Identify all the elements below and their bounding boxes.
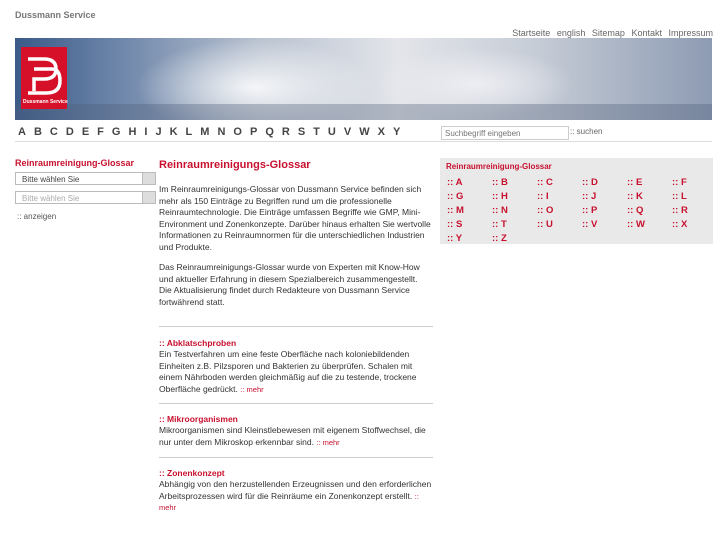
glossary-letter-link[interactable]: :: Q <box>627 205 644 216</box>
dropdown-arrow-icon <box>142 192 155 203</box>
nav-impressum[interactable]: Impressum <box>668 28 713 38</box>
glossary-letter-link[interactable]: :: P <box>582 205 598 216</box>
alphabet-letter[interactable]: H <box>128 126 137 138</box>
glossary-index-title: Reinraumreinigung-Glossar <box>446 162 552 171</box>
alphabet-letter[interactable]: G <box>111 126 121 138</box>
glossary-letter-link[interactable]: :: I <box>537 191 549 202</box>
entry-text <box>159 425 435 448</box>
alphabet-letter[interactable]: S <box>297 126 306 138</box>
info-text-2: Die Aktualisierung findet durch Redakteure von Dussmann Service fortwährend statt. <box>159 285 410 307</box>
alphabet-letter[interactable]: C <box>49 126 58 138</box>
more-link[interactable]: :: mehr <box>240 384 264 394</box>
divider <box>15 141 712 142</box>
glossary-letter-link[interactable]: :: H <box>492 191 508 202</box>
show-button[interactable]: :: anzeigen <box>17 212 57 221</box>
glossary-letter-link[interactable]: :: F <box>672 177 687 188</box>
glossary-letter-link[interactable]: :: L <box>672 191 687 202</box>
alphabet-letter[interactable]: D <box>65 126 74 138</box>
header-banner <box>15 38 712 120</box>
alphabet-letter[interactable]: L <box>185 126 193 138</box>
alphabet-letter[interactable]: K <box>169 126 178 138</box>
alphabet-letter[interactable]: P <box>249 126 258 138</box>
nav-english[interactable]: english <box>556 28 586 38</box>
divider <box>159 457 433 458</box>
entry-title-abklatschproben[interactable]: :: Abklatschproben <box>159 338 237 348</box>
alphabet-letter[interactable]: I <box>144 126 148 138</box>
glossary-letter-link[interactable]: :: R <box>672 205 688 216</box>
alphabet-letter[interactable]: X <box>377 126 385 138</box>
glossary-letter-link[interactable]: :: J <box>582 191 597 202</box>
glossary-letter-link[interactable]: :: D <box>582 177 598 188</box>
intro-paragraph: Im Reinraumreinigungs-Glossar von Dussmann Service befinden sich mehr als 150 Einträge zu Begriffen rund um die professionelle Reinraumtechnologie. Die Einträge umfassen Begriffe wie GMP, Mini-Environment und Zonenkonzepte. Darüber hinaus erhalten Sie wertvolle Informationen zu Reinraumnormen für die unterschiedlichen Industrien und Produkte. <box>159 184 431 252</box>
entry-title-mikroorganismen[interactable]: :: Mikroorganismen <box>159 414 238 424</box>
search-input[interactable] <box>441 126 569 140</box>
glossary-letter-link[interactable]: :: M <box>447 205 464 216</box>
alphabet-letter[interactable]: E <box>81 126 90 138</box>
glossary-letter-link[interactable]: :: A <box>447 177 463 188</box>
glossary-letter-link[interactable]: :: N <box>492 205 508 216</box>
alphabet-letter[interactable]: A <box>18 126 26 138</box>
select-value: Bitte wählen Sie <box>22 175 80 184</box>
glossary-letter-link[interactable]: :: W <box>627 219 645 230</box>
site-title: Dussmann Service <box>15 10 96 20</box>
logo-text: Dussmann Service <box>23 99 68 105</box>
entry-description: Mikroorganismen sind Kleinstlebewesen mit eigenem Stoffwechsel, die nur unter dem Mikroskop erkennbar sind. <box>159 425 426 447</box>
alphabet-letter[interactable]: R <box>281 126 290 138</box>
glossary-letter-link[interactable]: :: B <box>492 177 508 188</box>
alphabet-letter[interactable]: J <box>155 126 162 138</box>
divider <box>159 403 433 404</box>
entry-description: Abhängig von den herzustellenden Erzeugnissen und den erforderlichen Arbeitsprozessen wird für die Reinräume ein Zonenkonzept erstellt. <box>159 479 432 501</box>
alphabet-letter[interactable]: Q <box>265 126 274 138</box>
left-glossary-title: Reinraumreinigung-Glossar <box>15 158 135 168</box>
glossary-letter-link[interactable]: :: O <box>537 205 554 216</box>
term-select-primary[interactable] <box>15 172 156 185</box>
info-text-1: Das Reinraumreinigungs-Glossar wurde von Experten mit Know-How und aktueller Erfahrung in diesem Spezialbereich zusammengestellt. <box>159 262 420 284</box>
alphabet-letter[interactable]: W <box>359 126 370 138</box>
divider <box>159 326 433 327</box>
entry-text <box>159 349 435 395</box>
glossary-letter-link[interactable]: :: Z <box>492 233 507 244</box>
glossary-letter-link[interactable]: :: E <box>627 177 643 188</box>
top-navigation <box>508 28 713 38</box>
select-value: Bitte wählen Sie <box>22 194 80 203</box>
page-title: Reinraumreinigungs-Glossar <box>159 159 311 171</box>
alphabet-letter[interactable]: V <box>343 126 352 138</box>
alphabet-letter[interactable]: B <box>33 126 42 138</box>
more-link[interactable]: :: mehr <box>159 491 419 512</box>
glossary-letter-link[interactable]: :: S <box>447 219 463 230</box>
nav-sitemap[interactable]: Sitemap <box>591 28 625 38</box>
glossary-letter-link[interactable]: :: K <box>627 191 643 202</box>
entry-text <box>159 479 435 514</box>
search-button[interactable]: :: suchen <box>570 127 603 136</box>
company-logo[interactable] <box>21 47 67 109</box>
alphabet-letter[interactable]: N <box>217 126 226 138</box>
glossary-letter-link[interactable]: :: G <box>447 191 464 202</box>
nav-kontakt[interactable]: Kontakt <box>631 28 662 38</box>
term-select-secondary[interactable] <box>15 191 156 204</box>
glossary-letter-link[interactable]: :: X <box>672 219 688 230</box>
alphabet-letter[interactable]: O <box>233 126 242 138</box>
nav-startseite[interactable]: Startseite <box>512 28 551 38</box>
alphabet-letter[interactable]: T <box>313 126 320 138</box>
glossary-letter-link[interactable]: :: U <box>537 219 553 230</box>
logo-mark-icon <box>26 55 62 95</box>
more-link[interactable]: :: mehr <box>316 437 340 447</box>
alphabet-nav <box>18 126 408 138</box>
glossary-letter-link[interactable]: :: V <box>582 219 598 230</box>
alphabet-letter[interactable]: F <box>97 126 104 138</box>
entry-description: Ein Testverfahren um eine feste Oberfläche nach koloniebildenden Einheiten z.B. Pilzsporen und Bakterien zu überprüfen. Schalen mit einem Nährboden werden gleichmäßig auf die zu testende, trockene Oberfläche gedrückt. <box>159 349 417 394</box>
entry-title-zonenkonzept[interactable]: :: Zonenkonzept <box>159 468 225 478</box>
letter-grid <box>447 176 717 245</box>
glossary-letter-link[interactable]: :: T <box>492 219 507 230</box>
glossary-index-box <box>440 158 713 244</box>
alphabet-letter[interactable]: M <box>200 126 210 138</box>
glossary-letter-link[interactable]: :: C <box>537 177 553 188</box>
alphabet-letter[interactable]: Y <box>392 126 401 138</box>
alphabet-letter[interactable]: U <box>327 126 336 138</box>
dropdown-arrow-icon <box>142 173 155 184</box>
glossary-letter-link[interactable]: :: Y <box>447 233 463 244</box>
info-paragraph <box>159 262 435 308</box>
